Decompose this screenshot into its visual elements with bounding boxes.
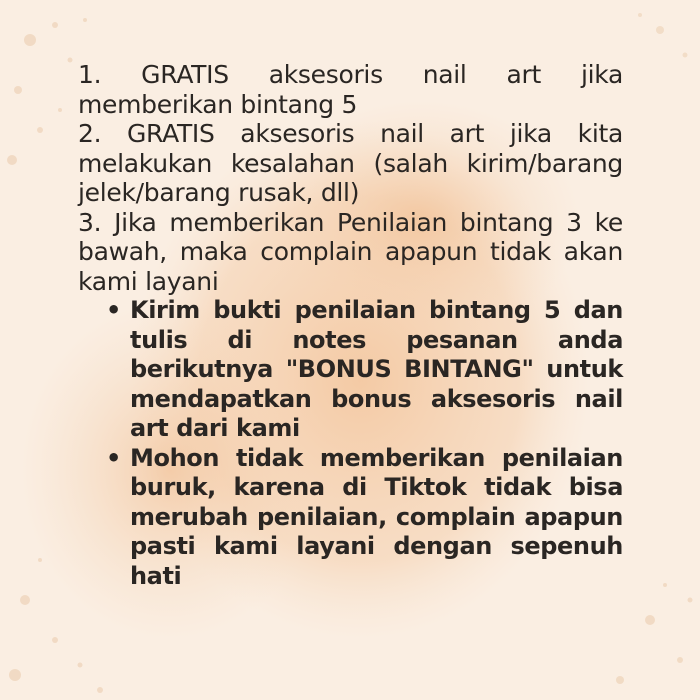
bullet-dot: • xyxy=(106,443,121,472)
content xyxy=(78,60,623,591)
paragraph-3: 3. Jika memberikan Penilaian bintang 3 ke bawah, maka complain apapun tidak akan kami layani xyxy=(78,207,623,296)
speckles-top-left xyxy=(7,18,87,165)
bullet-text-1: Kirim bukti penilaian bintang 5 dan tulis di notes pesanan anda berikutnya "BONUS BINTANG" untuk mendapatkan bonus aksesoris nail art dari kami xyxy=(130,296,623,442)
bullet-list xyxy=(78,296,623,591)
paragraph-1: 1. GRATIS aksesoris nail art jika memberikan bintang 5 xyxy=(78,60,623,119)
speckles-bottom-right xyxy=(616,583,693,684)
speckles-top-right xyxy=(638,13,688,58)
bullet-text-2: Mohon tidak memberikan penilaian buruk, karena di Tiktok tidak bisa merubah penilaian, complain apapun pasti kami layani dengan sepenuh hati xyxy=(130,443,623,590)
bullet-dot: • xyxy=(106,296,121,324)
list-item xyxy=(78,296,623,444)
paragraph-2: 2. GRATIS aksesoris nail art jika kita melakukan kesalahan (salah kirim/barang jelek/barang rusak, dll) xyxy=(78,119,623,207)
list-item xyxy=(78,444,623,592)
